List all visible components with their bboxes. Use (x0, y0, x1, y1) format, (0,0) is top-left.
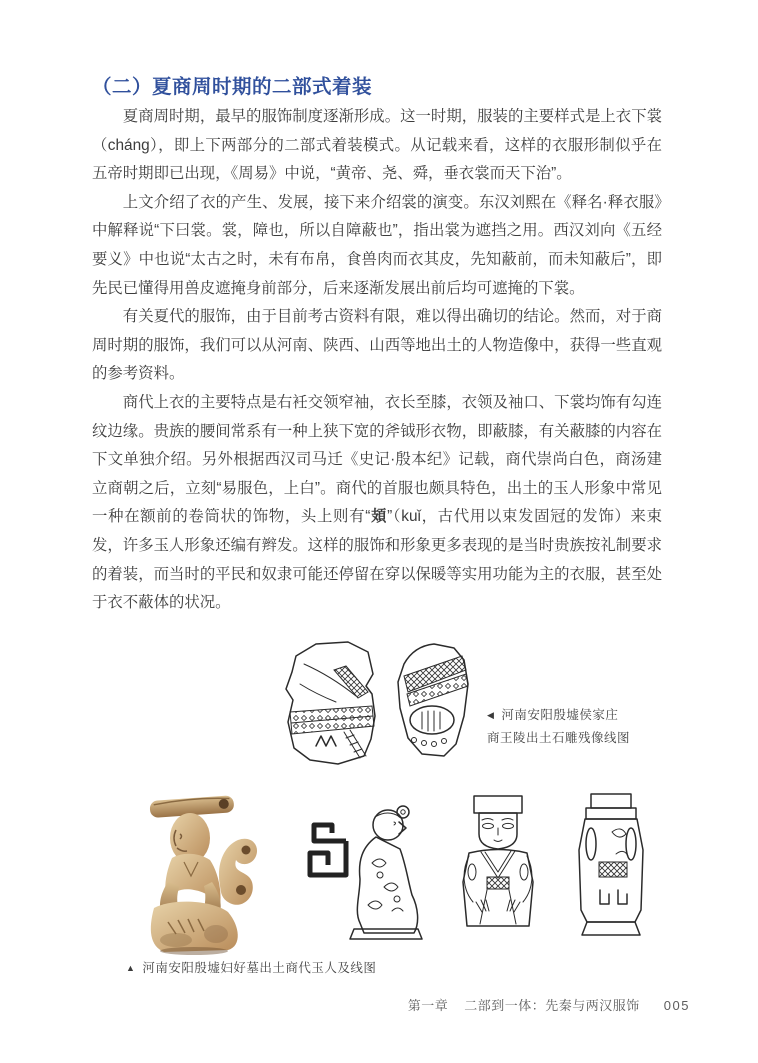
paragraph-4-text-a: 商代上衣的主要特点是右衽交领窄袖，衣长至膝，衣领及袖口、下裳均饰有勾连纹边缘。贵族的腰间常系有一种上狭下宽的斧钺形衣物，即蔽膝，有关蔽膝的内容在下文单独介绍。另外根据西汉司马迁《史记·殷本纪》记载，商代崇尚白色，商汤建立商朝之后，立刻“易服色，上白”。商代的首服也颇具特色，出土的玉人形象中常见一种在额前的卷筒状的饰物，头上则有“ (92, 393, 662, 526)
footer-page-number: 005 (663, 998, 690, 1013)
figure1-caption (487, 704, 630, 749)
paragraph-1: 夏商周时期，最早的服饰制度逐渐形成。这一时期，服装的主要样式是上衣下裳（cháng），即上下两部分的二部式着装模式。从记载来看，这样的衣服形制似乎在五帝时期即已出现，《周易》中说，“黄帝、尧、舜，垂衣裳而天下治”。 (92, 108, 662, 183)
paragraph-4 (92, 389, 662, 618)
left-pointer-icon: ◀ (487, 710, 495, 720)
paragraph-3: 有关夏代的服饰，由于目前考古资料有限，难以得出确切的结论。然而，对于商周时期的服饰，我们可以从河南、陕西、山西等地出土的人物造像中，获得一些直观的参考资料。 (92, 308, 662, 383)
paragraph-4-text-b: ”（kuǐ，古代用以束发固冠的发饰）来束发，许多玉人形象还编有辫发。这样的服饰和形象更多表现的是当时贵族按礼制要求的着装，而当时的平民和奴隶可能还停留在穿以保暖等实用功能为主的衣服，甚至处于衣不蔽体的状况。 (92, 508, 662, 612)
footer-book-section: 二部到一体：先秦与两汉服饰 (464, 998, 640, 1013)
figure1-caption-line2: 商王陵出土石雕残像线图 (487, 731, 631, 745)
figure1-caption-line1: 河南安阳殷墟侯家庄 (501, 708, 619, 722)
jade-figure-back-drawing (560, 790, 662, 940)
jade-figure-side-drawing (300, 795, 440, 950)
body-text (92, 103, 662, 618)
section-heading: （二）夏商周时期的二部式着装 (92, 76, 373, 98)
kui-character: 頍 (370, 508, 388, 526)
paragraph-2: 上文介绍了衣的产生、发展，接下来介绍裳的演变。东汉刘熙在《释名·释衣服》中解释说“下曰裳。裳，障也，所以自障蔽也”，指出裳为遮挡之用。西汉刘向《五经要义》中也说“太古之时，未有布帛，食兽肉而衣其皮，先知蔽前，而未知蔽后”，即先民已懂得用兽皮遮掩身前部分，后来逐渐发展出前后均可遮掩的下裳。 (92, 193, 662, 297)
footer-chapter: 第一章 (407, 998, 449, 1013)
jade-figure-front-drawing (450, 790, 548, 936)
figure2-caption-text: 河南安阳殷墟妇好墓出土商代玉人及线图 (142, 961, 377, 975)
figure2-caption (126, 957, 376, 980)
up-pointer-icon: ▲ (126, 963, 136, 973)
stone-fragments-drawing (276, 634, 474, 779)
page-footer (408, 995, 690, 1014)
jade-figurine-photo (124, 786, 266, 958)
